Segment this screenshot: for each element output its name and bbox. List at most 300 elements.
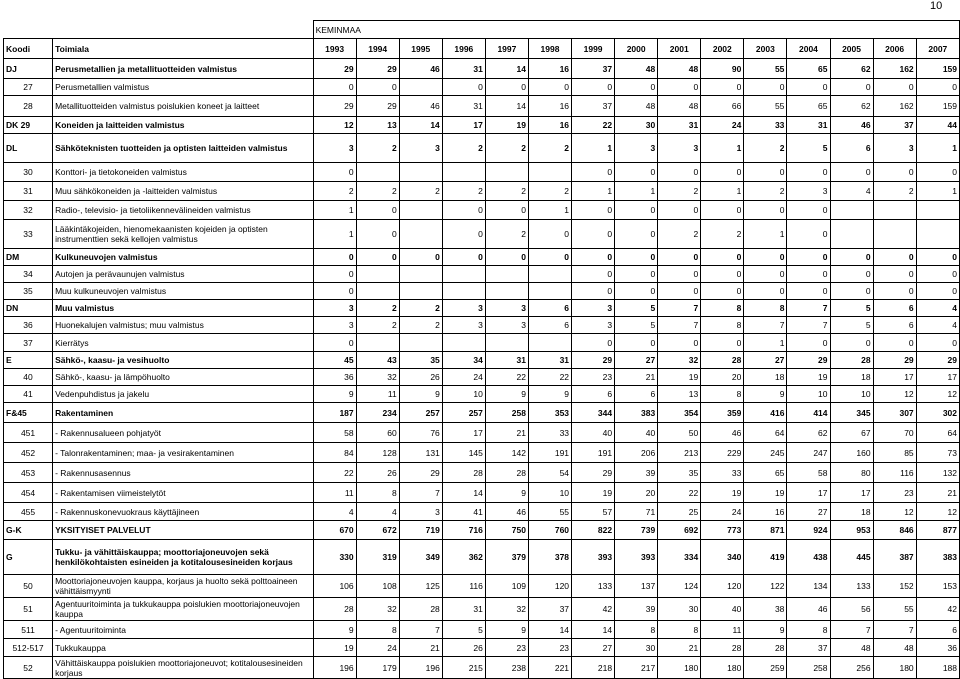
value-cell: 28 bbox=[701, 352, 744, 369]
value-cell: 9 bbox=[485, 483, 528, 503]
value-cell: 55 bbox=[873, 598, 916, 621]
value-cell: 6 bbox=[528, 317, 571, 334]
value-cell: 133 bbox=[572, 575, 615, 598]
value-cell: 191 bbox=[528, 443, 571, 463]
value-cell: 17 bbox=[830, 483, 873, 503]
table-row bbox=[4, 317, 960, 334]
value-cell: 108 bbox=[356, 575, 399, 598]
value-cell: 18 bbox=[830, 369, 873, 386]
table-row bbox=[4, 283, 960, 300]
value-cell: 206 bbox=[615, 443, 658, 463]
row-label: - Rakennuskonevuokraus käyttäjineen bbox=[53, 503, 313, 521]
value-cell: 0 bbox=[916, 283, 959, 300]
table-row bbox=[4, 201, 960, 220]
value-cell: 2 bbox=[356, 134, 399, 163]
value-cell: 0 bbox=[572, 220, 615, 249]
value-cell: 0 bbox=[787, 163, 830, 182]
table-row bbox=[4, 598, 960, 621]
value-cell: 345 bbox=[830, 403, 873, 423]
value-cell: 35 bbox=[399, 352, 442, 369]
value-cell: 71 bbox=[615, 503, 658, 521]
value-cell bbox=[399, 79, 442, 96]
value-cell: 7 bbox=[399, 621, 442, 639]
row-code: 37 bbox=[4, 334, 53, 352]
value-cell: 234 bbox=[356, 403, 399, 423]
value-cell: 354 bbox=[658, 403, 701, 423]
row-label: Kierrätys bbox=[53, 334, 313, 352]
value-cell: 23 bbox=[873, 483, 916, 503]
value-cell: 2 bbox=[744, 134, 787, 163]
value-cell: 846 bbox=[873, 521, 916, 540]
value-cell: 0 bbox=[744, 266, 787, 283]
value-cell bbox=[528, 334, 571, 352]
row-code: DN bbox=[4, 300, 53, 317]
row-label: YKSITYISET PALVELUT bbox=[53, 521, 313, 540]
value-cell: 22 bbox=[572, 117, 615, 134]
value-cell: 24 bbox=[442, 369, 485, 386]
table-row bbox=[4, 369, 960, 386]
table-row bbox=[4, 423, 960, 443]
value-cell: 4 bbox=[313, 503, 356, 521]
table-row bbox=[4, 463, 960, 483]
value-cell: 3 bbox=[485, 317, 528, 334]
value-cell: 180 bbox=[873, 657, 916, 679]
value-cell: 953 bbox=[830, 521, 873, 540]
table-row bbox=[4, 59, 960, 79]
value-cell: 11 bbox=[313, 483, 356, 503]
value-cell: 438 bbox=[787, 540, 830, 575]
value-cell: 145 bbox=[442, 443, 485, 463]
value-cell: 8 bbox=[701, 317, 744, 334]
value-cell: 196 bbox=[399, 657, 442, 679]
value-cell: 0 bbox=[787, 249, 830, 266]
value-cell: 17 bbox=[442, 423, 485, 443]
value-cell: 17 bbox=[916, 369, 959, 386]
row-code: G-K bbox=[4, 521, 53, 540]
value-cell: 5 bbox=[787, 134, 830, 163]
row-label: Lääkintäkojeiden, hienomekaanisten kojeiden ja optisten instrumenttien sekä kellojen valmistus bbox=[53, 220, 313, 249]
value-cell: 1 bbox=[701, 182, 744, 201]
value-cell: 414 bbox=[787, 403, 830, 423]
value-cell: 9 bbox=[485, 621, 528, 639]
statistics-table bbox=[3, 20, 960, 679]
value-cell: 383 bbox=[615, 403, 658, 423]
value-cell: 38 bbox=[744, 598, 787, 621]
column-header: 2002 bbox=[701, 39, 744, 59]
value-cell: 33 bbox=[528, 423, 571, 443]
value-cell: 22 bbox=[313, 463, 356, 483]
value-cell: 3 bbox=[572, 317, 615, 334]
value-cell: 0 bbox=[787, 220, 830, 249]
value-cell bbox=[442, 334, 485, 352]
value-cell: 57 bbox=[572, 503, 615, 521]
value-cell: 0 bbox=[485, 201, 528, 220]
value-cell: 66 bbox=[701, 96, 744, 117]
value-cell: 2 bbox=[399, 317, 442, 334]
table-row bbox=[4, 249, 960, 266]
value-cell: 46 bbox=[399, 96, 442, 117]
row-code: DK 29 bbox=[4, 117, 53, 134]
value-cell: 46 bbox=[485, 503, 528, 521]
value-cell: 18 bbox=[744, 369, 787, 386]
value-cell bbox=[356, 283, 399, 300]
value-cell bbox=[916, 220, 959, 249]
region-header: KEMINMAA bbox=[313, 21, 959, 39]
value-cell: 2 bbox=[313, 182, 356, 201]
row-code: 34 bbox=[4, 266, 53, 283]
value-cell: 28 bbox=[399, 598, 442, 621]
value-cell: 31 bbox=[658, 117, 701, 134]
row-code: 40 bbox=[4, 369, 53, 386]
row-code: 454 bbox=[4, 483, 53, 503]
value-cell: 32 bbox=[356, 598, 399, 621]
row-label: - Talonrakentaminen; maa- ja vesirakentaminen bbox=[53, 443, 313, 463]
row-code: 453 bbox=[4, 463, 53, 483]
value-cell: 16 bbox=[528, 96, 571, 117]
value-cell: 55 bbox=[744, 59, 787, 79]
row-code: 511 bbox=[4, 621, 53, 639]
value-cell: 0 bbox=[658, 249, 701, 266]
row-code: 33 bbox=[4, 220, 53, 249]
value-cell: 41 bbox=[442, 503, 485, 521]
row-code: 451 bbox=[4, 423, 53, 443]
table-row bbox=[4, 352, 960, 369]
value-cell: 0 bbox=[701, 334, 744, 352]
value-cell: 0 bbox=[916, 163, 959, 182]
value-cell: 387 bbox=[873, 540, 916, 575]
value-cell: 0 bbox=[744, 249, 787, 266]
value-cell: 19 bbox=[701, 483, 744, 503]
value-cell: 0 bbox=[787, 79, 830, 96]
value-cell: 0 bbox=[572, 334, 615, 352]
value-cell: 3 bbox=[313, 134, 356, 163]
value-cell: 152 bbox=[873, 575, 916, 598]
value-cell: 16 bbox=[528, 117, 571, 134]
value-cell bbox=[356, 334, 399, 352]
row-label: Koneiden ja laitteiden valmistus bbox=[53, 117, 313, 134]
value-cell: 13 bbox=[658, 386, 701, 403]
value-cell: 3 bbox=[873, 134, 916, 163]
table-row bbox=[4, 96, 960, 117]
value-cell: 162 bbox=[873, 59, 916, 79]
value-cell: 0 bbox=[442, 220, 485, 249]
value-cell: 672 bbox=[356, 521, 399, 540]
value-cell: 58 bbox=[313, 423, 356, 443]
value-cell: 37 bbox=[572, 59, 615, 79]
value-cell: 2 bbox=[701, 220, 744, 249]
value-cell: 0 bbox=[830, 249, 873, 266]
row-code: 51 bbox=[4, 598, 53, 621]
value-cell: 0 bbox=[830, 163, 873, 182]
value-cell: 0 bbox=[744, 283, 787, 300]
value-cell: 33 bbox=[744, 117, 787, 134]
row-code: 41 bbox=[4, 386, 53, 403]
value-cell: 2 bbox=[658, 182, 701, 201]
value-cell: 719 bbox=[399, 521, 442, 540]
value-cell: 10 bbox=[830, 386, 873, 403]
column-header: 1998 bbox=[528, 39, 571, 59]
value-cell: 229 bbox=[701, 443, 744, 463]
value-cell: 3 bbox=[313, 300, 356, 317]
value-cell: 349 bbox=[399, 540, 442, 575]
value-cell: 8 bbox=[701, 386, 744, 403]
value-cell: 9 bbox=[744, 621, 787, 639]
value-cell: 40 bbox=[701, 598, 744, 621]
value-cell: 131 bbox=[399, 443, 442, 463]
value-cell: 0 bbox=[485, 79, 528, 96]
value-cell: 3 bbox=[572, 300, 615, 317]
column-header: 1999 bbox=[572, 39, 615, 59]
value-cell: 31 bbox=[787, 117, 830, 134]
row-code: DJ bbox=[4, 59, 53, 79]
value-cell: 344 bbox=[572, 403, 615, 423]
value-cell: 0 bbox=[615, 220, 658, 249]
value-cell: 137 bbox=[615, 575, 658, 598]
column-header: 2003 bbox=[744, 39, 787, 59]
value-cell: 1 bbox=[572, 134, 615, 163]
column-header: 2005 bbox=[830, 39, 873, 59]
value-cell: 30 bbox=[658, 598, 701, 621]
value-cell: 0 bbox=[615, 201, 658, 220]
value-cell: 20 bbox=[615, 483, 658, 503]
value-cell: 0 bbox=[313, 334, 356, 352]
value-cell: 0 bbox=[701, 266, 744, 283]
value-cell: 35 bbox=[658, 463, 701, 483]
value-cell: 26 bbox=[356, 463, 399, 483]
row-label: - Rakennusalueen pohjatyöt bbox=[53, 423, 313, 443]
value-cell bbox=[399, 334, 442, 352]
value-cell: 3 bbox=[787, 182, 830, 201]
value-cell: 0 bbox=[572, 283, 615, 300]
table-row bbox=[4, 334, 960, 352]
value-cell: 33 bbox=[701, 463, 744, 483]
value-cell: 64 bbox=[916, 423, 959, 443]
value-cell: 14 bbox=[485, 96, 528, 117]
value-cell: 256 bbox=[830, 657, 873, 679]
value-cell: 187 bbox=[313, 403, 356, 423]
value-cell: 48 bbox=[615, 59, 658, 79]
value-cell: 334 bbox=[658, 540, 701, 575]
value-cell: 28 bbox=[830, 352, 873, 369]
value-cell: 29 bbox=[572, 352, 615, 369]
value-cell: 1 bbox=[744, 334, 787, 352]
row-code: F&45 bbox=[4, 403, 53, 423]
value-cell: 1 bbox=[313, 220, 356, 249]
value-cell: 55 bbox=[744, 96, 787, 117]
value-cell: 191 bbox=[572, 443, 615, 463]
value-cell bbox=[873, 201, 916, 220]
value-cell: 0 bbox=[615, 79, 658, 96]
row-label: Tukku- ja vähittäiskauppa; moottoriajoneuvojen sekä henkilökohtaisten esineiden ja kotitalousesineiden korjaus bbox=[53, 540, 313, 575]
table-row bbox=[4, 443, 960, 463]
value-cell: 14 bbox=[572, 621, 615, 639]
value-cell: 2 bbox=[528, 182, 571, 201]
value-cell: 2 bbox=[356, 300, 399, 317]
value-cell: 162 bbox=[873, 96, 916, 117]
value-cell: 36 bbox=[916, 639, 959, 657]
value-cell: 6 bbox=[615, 386, 658, 403]
table-row bbox=[4, 182, 960, 201]
value-cell: 12 bbox=[313, 117, 356, 134]
value-cell bbox=[442, 163, 485, 182]
row-label: Tukkukauppa bbox=[53, 639, 313, 657]
column-header: 1997 bbox=[485, 39, 528, 59]
value-cell: 29 bbox=[356, 59, 399, 79]
value-cell: 359 bbox=[701, 403, 744, 423]
value-cell: 19 bbox=[658, 369, 701, 386]
value-cell: 23 bbox=[528, 639, 571, 657]
value-cell: 128 bbox=[356, 443, 399, 463]
value-cell: 67 bbox=[830, 423, 873, 443]
column-header: 2004 bbox=[787, 39, 830, 59]
value-cell: 26 bbox=[399, 369, 442, 386]
value-cell: 0 bbox=[873, 79, 916, 96]
value-cell: 238 bbox=[485, 657, 528, 679]
value-cell bbox=[442, 266, 485, 283]
value-cell: 27 bbox=[615, 352, 658, 369]
value-cell: 7 bbox=[830, 621, 873, 639]
value-cell: 32 bbox=[658, 352, 701, 369]
value-cell: 122 bbox=[744, 575, 787, 598]
row-label: Metallituotteiden valmistus poislukien koneet ja laitteet bbox=[53, 96, 313, 117]
row-label: Agentuuritoiminta ja tukkukauppa poislukien moottoriajoneuvojen kauppa bbox=[53, 598, 313, 621]
value-cell: 23 bbox=[485, 639, 528, 657]
value-cell: 2 bbox=[442, 182, 485, 201]
value-cell: 0 bbox=[615, 334, 658, 352]
value-cell: 0 bbox=[615, 266, 658, 283]
row-code: E bbox=[4, 352, 53, 369]
row-label: Perusmetallien valmistus bbox=[53, 79, 313, 96]
table-row bbox=[4, 117, 960, 134]
value-cell: 132 bbox=[916, 463, 959, 483]
value-cell: 2 bbox=[528, 134, 571, 163]
value-cell: 3 bbox=[399, 134, 442, 163]
value-cell: 90 bbox=[701, 59, 744, 79]
value-cell: 257 bbox=[442, 403, 485, 423]
value-cell: 0 bbox=[356, 79, 399, 96]
value-cell: 48 bbox=[615, 96, 658, 117]
row-label: Muu sähkökoneiden ja -laitteiden valmistus bbox=[53, 182, 313, 201]
value-cell: 48 bbox=[830, 639, 873, 657]
row-code: 36 bbox=[4, 317, 53, 334]
value-cell: 0 bbox=[916, 249, 959, 266]
value-cell: 0 bbox=[658, 201, 701, 220]
value-cell: 0 bbox=[313, 163, 356, 182]
value-cell: 0 bbox=[356, 249, 399, 266]
value-cell: 0 bbox=[701, 283, 744, 300]
value-cell: 340 bbox=[701, 540, 744, 575]
value-cell bbox=[399, 220, 442, 249]
value-cell: 0 bbox=[442, 79, 485, 96]
value-cell: 9 bbox=[485, 386, 528, 403]
value-cell: 2 bbox=[356, 317, 399, 334]
value-cell: 378 bbox=[528, 540, 571, 575]
value-cell: 48 bbox=[873, 639, 916, 657]
value-cell: 12 bbox=[873, 386, 916, 403]
value-cell: 716 bbox=[442, 521, 485, 540]
value-cell: 84 bbox=[313, 443, 356, 463]
value-cell: 21 bbox=[658, 639, 701, 657]
value-cell: 7 bbox=[787, 300, 830, 317]
value-cell: 22 bbox=[658, 483, 701, 503]
value-cell: 302 bbox=[916, 403, 959, 423]
value-cell: 218 bbox=[572, 657, 615, 679]
value-cell: 28 bbox=[744, 639, 787, 657]
value-cell: 9 bbox=[528, 386, 571, 403]
value-cell: 5 bbox=[830, 300, 873, 317]
value-cell bbox=[528, 163, 571, 182]
value-cell: 48 bbox=[658, 59, 701, 79]
row-label: Vähittäiskauppa poislukien moottoriajoneuvot; kotitalousesineiden korjaus bbox=[53, 657, 313, 679]
value-cell: 3 bbox=[442, 300, 485, 317]
value-cell: 116 bbox=[442, 575, 485, 598]
value-cell: 0 bbox=[399, 249, 442, 266]
value-cell: 9 bbox=[744, 386, 787, 403]
value-cell: 0 bbox=[528, 220, 571, 249]
value-cell: 58 bbox=[787, 463, 830, 483]
value-cell: 245 bbox=[744, 443, 787, 463]
value-cell: 5 bbox=[615, 317, 658, 334]
value-cell: 319 bbox=[356, 540, 399, 575]
value-cell: 7 bbox=[658, 300, 701, 317]
row-code: 52 bbox=[4, 657, 53, 679]
value-cell: 0 bbox=[830, 283, 873, 300]
table-row bbox=[4, 403, 960, 423]
value-cell: 2 bbox=[485, 182, 528, 201]
value-cell: 65 bbox=[744, 463, 787, 483]
value-cell bbox=[830, 220, 873, 249]
column-header: 1996 bbox=[442, 39, 485, 59]
value-cell: 42 bbox=[916, 598, 959, 621]
value-cell: 0 bbox=[787, 266, 830, 283]
value-cell: 18 bbox=[830, 503, 873, 521]
value-cell: 0 bbox=[873, 249, 916, 266]
value-cell: 383 bbox=[916, 540, 959, 575]
value-cell: 6 bbox=[572, 386, 615, 403]
value-cell: 188 bbox=[916, 657, 959, 679]
value-cell: 362 bbox=[442, 540, 485, 575]
value-cell: 0 bbox=[528, 79, 571, 96]
value-cell bbox=[916, 201, 959, 220]
value-cell: 0 bbox=[916, 334, 959, 352]
value-cell: 2 bbox=[442, 134, 485, 163]
value-cell: 330 bbox=[313, 540, 356, 575]
value-cell: 54 bbox=[528, 463, 571, 483]
value-cell: 5 bbox=[442, 621, 485, 639]
row-label: Moottoriajoneuvojen kauppa, korjaus ja huolto sekä polttoaineen vähittäismyynti bbox=[53, 575, 313, 598]
value-cell: 21 bbox=[615, 369, 658, 386]
value-cell: 20 bbox=[701, 369, 744, 386]
value-cell: 0 bbox=[658, 163, 701, 182]
row-label: Radio-, televisio- ja tietoliikennevälineiden valmistus bbox=[53, 201, 313, 220]
value-cell: 3 bbox=[658, 134, 701, 163]
value-cell: 3 bbox=[313, 317, 356, 334]
value-cell: 39 bbox=[615, 598, 658, 621]
value-cell: 6 bbox=[873, 300, 916, 317]
value-cell: 1 bbox=[701, 134, 744, 163]
value-cell: 46 bbox=[830, 117, 873, 134]
value-cell: 393 bbox=[572, 540, 615, 575]
value-cell: 28 bbox=[485, 463, 528, 483]
value-cell: 73 bbox=[916, 443, 959, 463]
value-cell: 1 bbox=[916, 134, 959, 163]
value-cell: 0 bbox=[744, 79, 787, 96]
value-cell: 13 bbox=[356, 117, 399, 134]
value-cell: 19 bbox=[572, 483, 615, 503]
value-cell: 29 bbox=[313, 59, 356, 79]
value-cell: 36 bbox=[313, 369, 356, 386]
statistics-table-container bbox=[3, 20, 960, 679]
